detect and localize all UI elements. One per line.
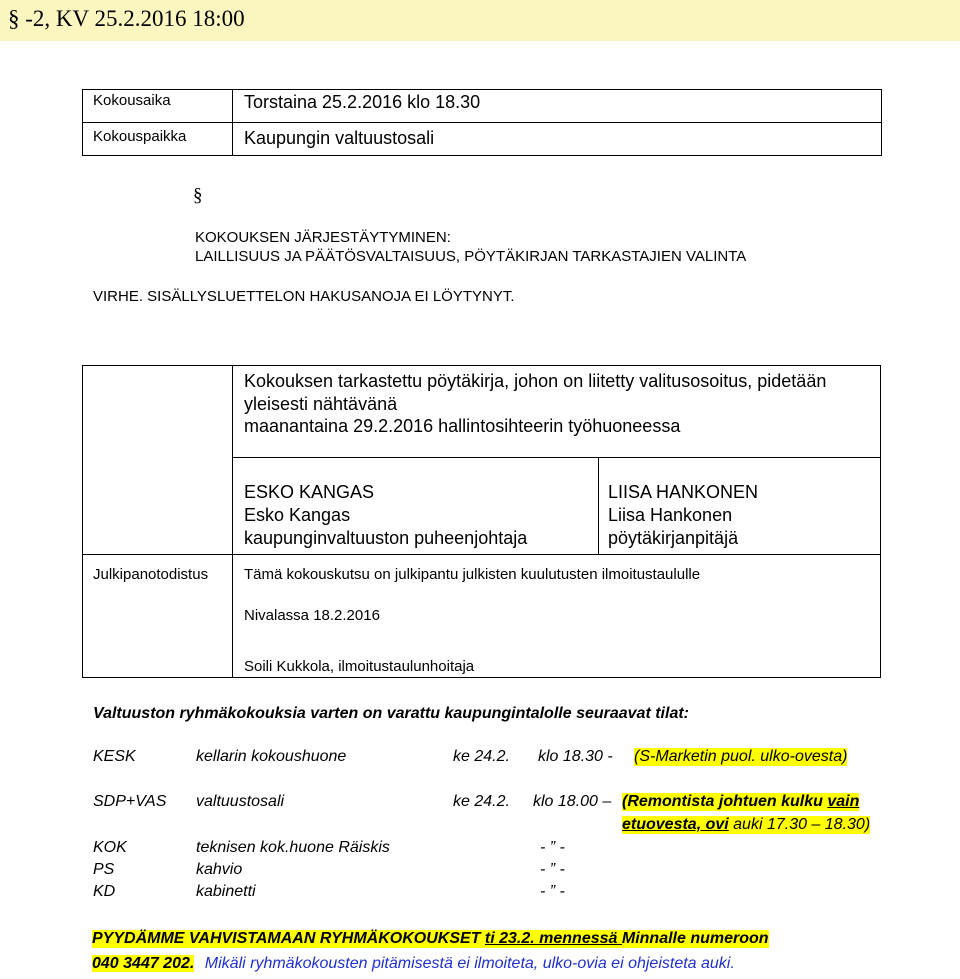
chair-role: kaupunginvaltuuston puheenjohtaja [244,528,528,548]
note-kesk: (S-Marketin puol. ulko-ovesta) [634,748,848,765]
publication-label: Julkipanotodistus [93,566,209,583]
notice-table [82,365,881,678]
ditto-ps: - ” - [540,861,565,878]
note-sdp-vas-line2 [622,816,870,834]
party-sdp-vas: SDP+VAS [93,793,167,810]
note-sdp-vas-part-b: vain [827,793,860,810]
confirm-line2 [92,955,735,973]
note-sdp-vas-part-d: auki 17.30 – 18.30) [728,816,871,833]
secretary-name: Liisa Hankonen [608,505,733,525]
error-message: VIRHE. SISÄLLYSLUETTELON HAKUSANOJA EI LÖYTYNYT. [93,288,515,305]
notice-line3: maanantaina 29.2.2016 hallintosihteerin työhuoneessa [244,416,681,436]
note-sdp-vas-part-c: etuovesta, ovi [622,816,729,833]
day-sdp-vas: ke 24.2. [453,793,510,810]
agenda-title-line2: LAILLISUUS JA PÄÄTÖSVALTAISUUS, PÖYTÄKIRJAN TARKASTAJIEN VALINTA [195,248,747,265]
table-divider [598,457,599,554]
meeting-time-label: Kokousaika [93,92,171,109]
publication-place-date: Nivalassa 18.2.2016 [244,607,380,624]
confirm-info: Mikäli ryhmäkokousten pitämisestä ei ilmoiteta, ulko-ovia ei ohjeisteta auki. [204,955,735,972]
confirm-phone: 040 3447 202. [92,955,195,972]
section-sign: § [193,185,203,206]
day-kesk: ke 24.2. [453,748,510,765]
party-kok: KOK [93,839,127,856]
confirm-part-c: Minnalle numeroon [621,930,769,947]
secretary-name-caps: LIISA HANKONEN [608,482,759,502]
group-meetings-heading: Valtuuston ryhmäkokouksia varten on varattu kaupungintalolle seuraavat tilat: [93,705,689,722]
meeting-time-value: Torstaina 25.2.2016 klo 18.30 [244,92,481,112]
time-kesk: klo 18.30 - [538,748,613,765]
publication-signer: Soili Kukkola, ilmoitustaulunhoitaja [244,658,475,675]
confirm-part-a: PYYDÄMME VAHVISTAMAAN RYHMÄKOKOUKSET [92,930,485,947]
meeting-place-label: Kokouspaikka [93,128,187,145]
meeting-place-value: Kaupungin valtuustosali [244,128,435,148]
room-ps: kahvio [196,861,243,878]
notice-line2: yleisesti nähtävänä [244,394,398,414]
party-kd: KD [93,883,116,900]
notice-line1: Kokouksen tarkastettu pöytäkirja, johon on liitetty valitusosoitus, pidetään [244,371,827,391]
table-divider [82,122,882,123]
chair-name-caps: ESKO KANGAS [244,482,375,502]
table-divider [232,365,233,678]
page-title: § -2, KV 25.2.2016 18:00 [8,6,245,31]
party-ps: PS [93,861,115,878]
room-sdp-vas: valtuustosali [196,793,285,810]
party-kesk: KESK [93,748,136,765]
publication-text: Tämä kokouskutsu on julkipantu julkisten kuulutusten ilmoitustaululle [244,566,701,583]
confirm-deadline: ti 23.2. mennessä [484,930,622,947]
ditto-kok: - ” - [540,839,565,856]
room-kok: teknisen kok.huone Räiskis [196,839,390,856]
chair-name: Esko Kangas [244,505,351,525]
ditto-kd: - ” - [540,883,565,900]
secretary-role: pöytäkirjanpitäjä [608,528,739,548]
room-kd: kabinetti [196,883,256,900]
note-sdp-vas-line1 [622,793,859,811]
time-sdp-vas: klo 18.00 – [533,793,612,810]
agenda-title-line1: KOKOUKSEN JÄRJESTÄYTYMINEN: [195,229,451,246]
table-divider [82,554,881,555]
confirm-request [92,930,769,948]
table-divider [232,457,881,458]
note-sdp-vas-part-a: (Remontista johtuen kulku [622,793,828,810]
room-kesk: kellarin kokoushuone [196,748,347,765]
